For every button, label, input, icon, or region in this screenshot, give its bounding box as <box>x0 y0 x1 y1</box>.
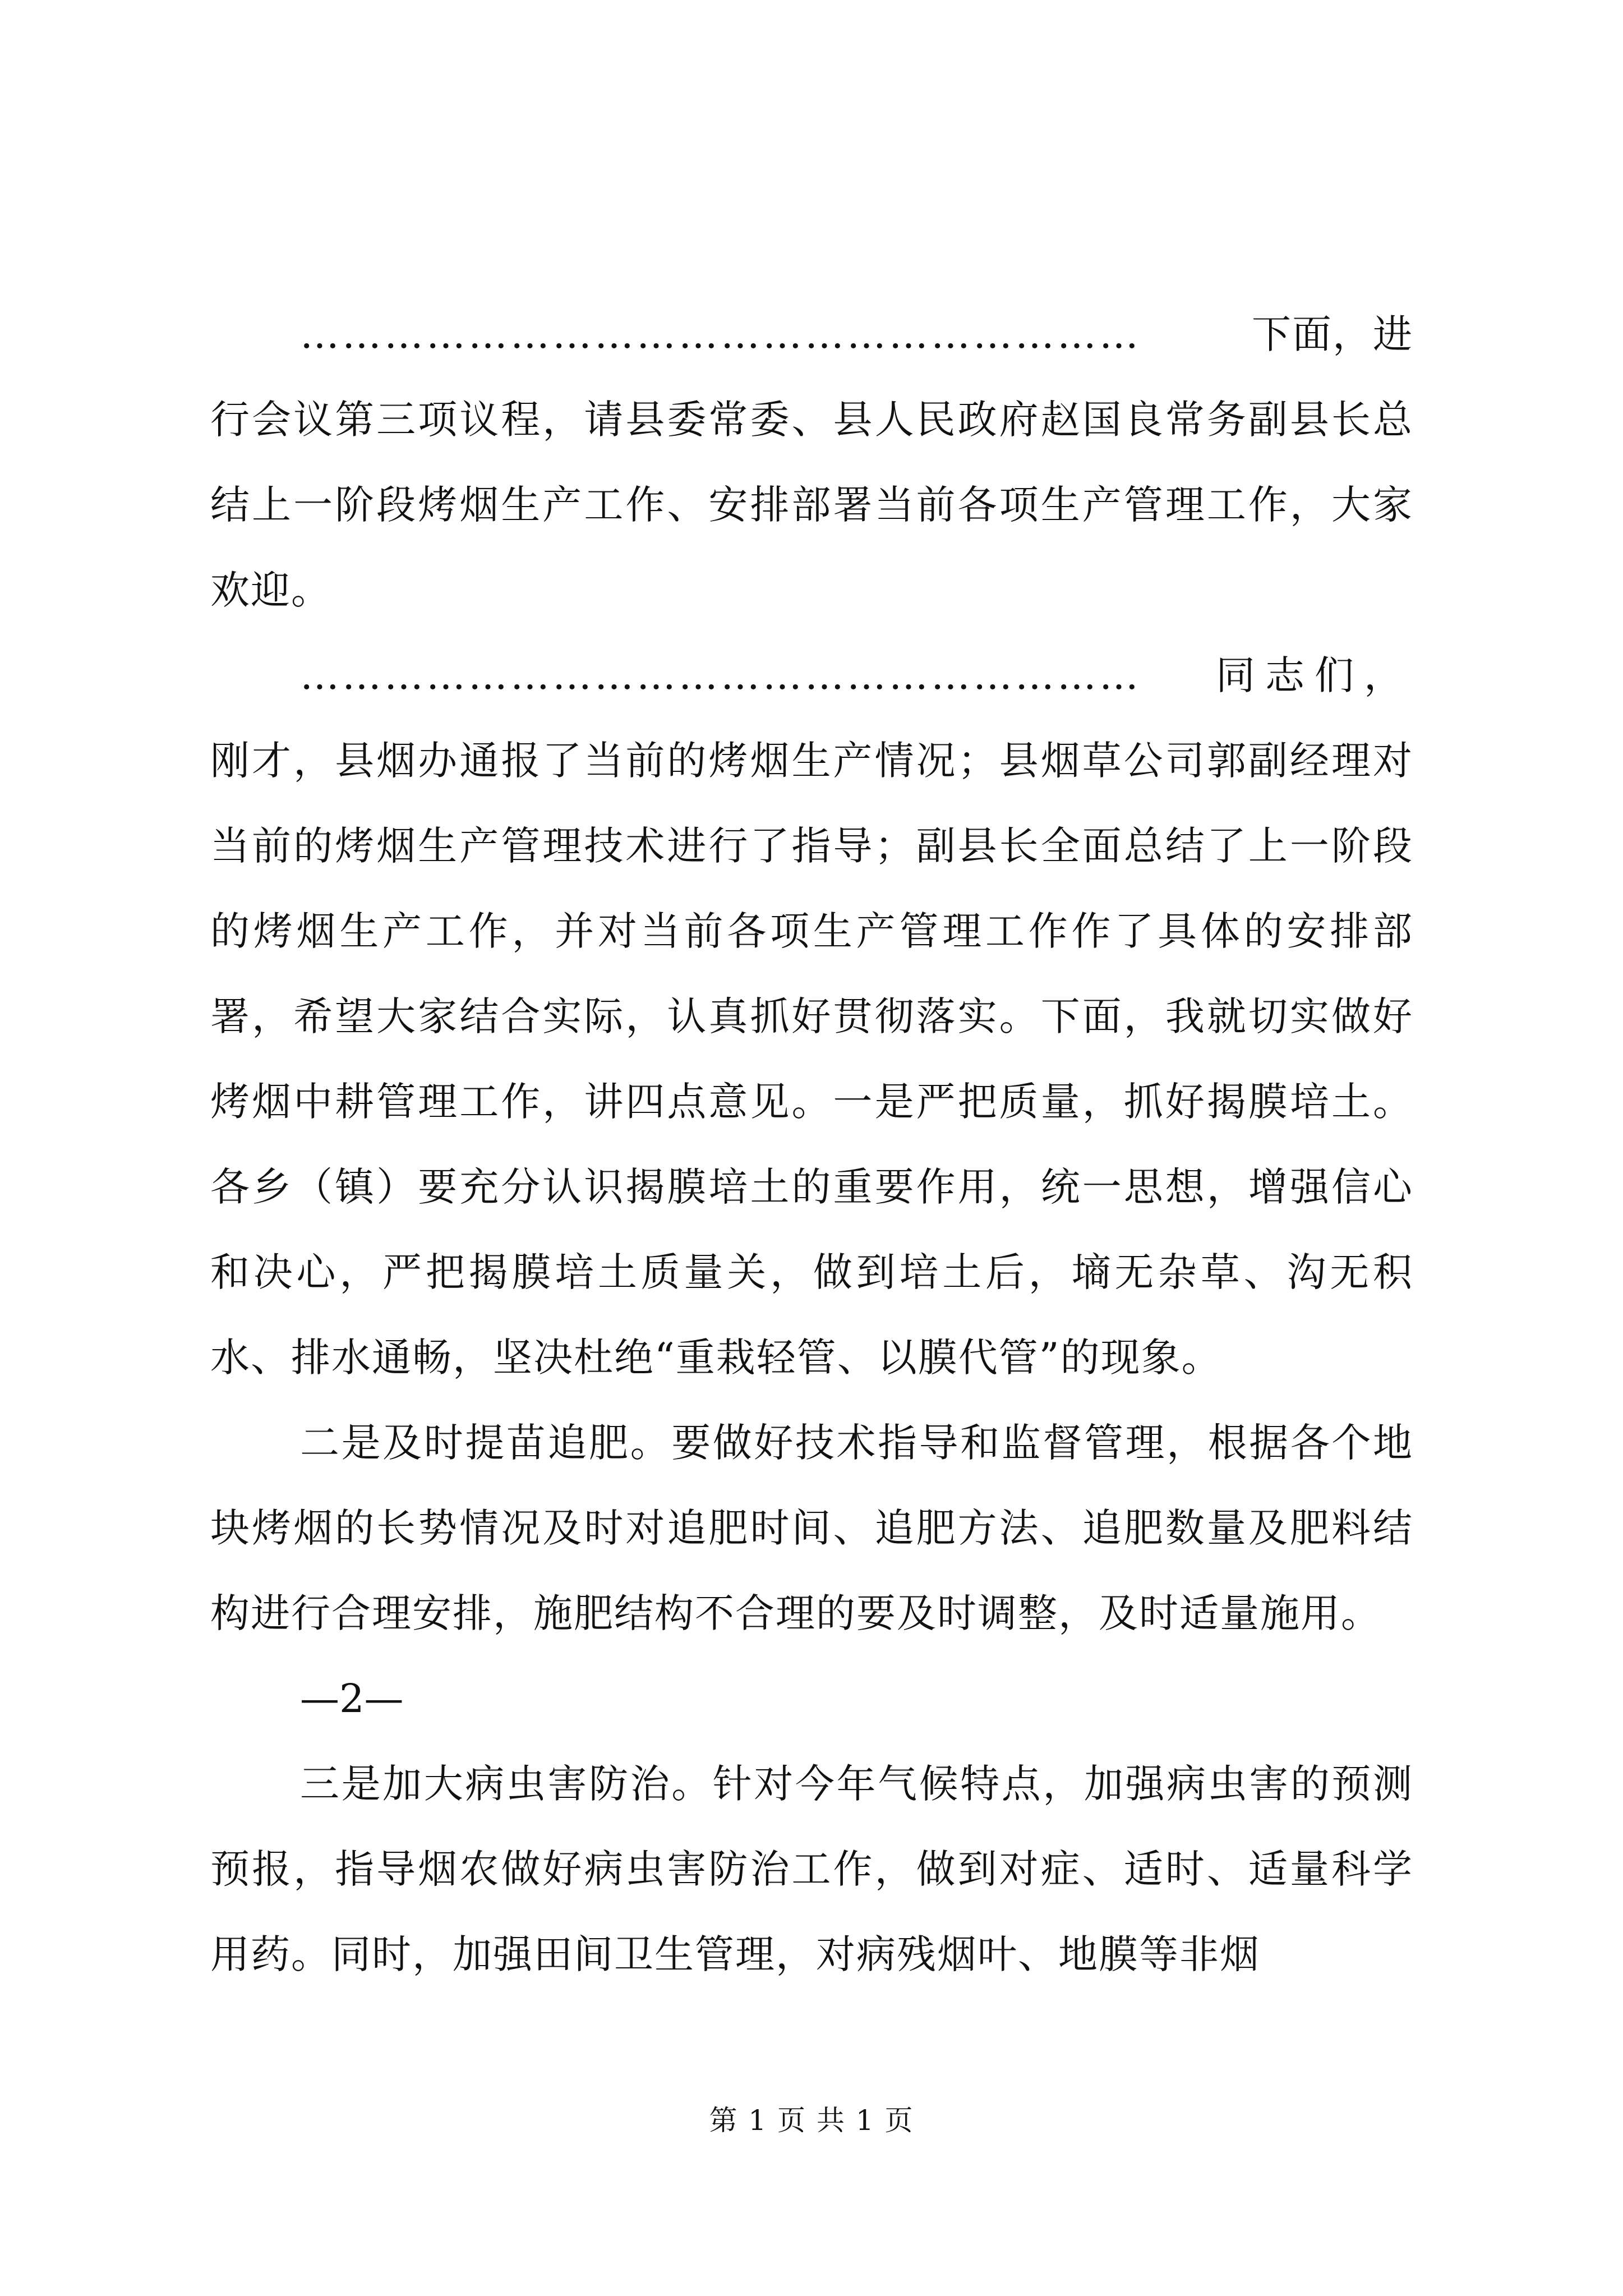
leader-text: 同志们， <box>1216 652 1413 698</box>
paragraph-agenda: 行会议第三项议程，请县委常委、县人民政府赵国良常务副县长总结上一阶段烤烟生产工作、安排部署当前各项生产管理工作，大家欢迎。 <box>210 397 1413 613</box>
leader-text: 下面，进 <box>1252 311 1413 357</box>
leader-dots: …………………………………………………… <box>300 311 1141 357</box>
paragraph-pest-control: 三是加大病虫害防治。针对今年气候特点，加强病虫害的预测预报，指导烟农做好病虫害防治工作，做到对症、适时、适量科学用药。同时，加强田间卫生管理，对病残烟叶、地膜等非烟 <box>210 1761 1413 1977</box>
inline-page-number: —2— <box>300 1676 404 1722</box>
leader-line-1 <box>210 292 1413 377</box>
leader-line-2 <box>210 633 1413 718</box>
leader-dots: …………………………………………………… <box>300 652 1141 698</box>
paragraph-comrades: 刚才，县烟办通报了当前的烤烟生产情况；县烟草公司郭副经理对当前的烤烟生产管理技术进行了指导；副县长全面总结了上一阶段的烤烟生产工作，并对当前各项生产管理工作作了具体的安排部署，希望大家结合实际，认真抓好贯彻落实。下面，我就切实做好烤烟中耕管理工作，讲四点意见。一是严把质量，抓好揭膜培土。各乡（镇）要充分认识揭膜培土的重要作用，统一思想，增强信心和决心，严把揭膜培土质量关，做到培土后，墒无杂草、沟无积水、排水通畅，坚决杜绝“重栽轻管、以膜代管”的现象。 <box>210 738 1413 1381</box>
paragraph-fertilizer: 二是及时提苗追肥。要做好技术指导和监督管理，根据各个地块烤烟的长势情况及时对追肥时间、追肥方法、追肥数量及肥料结构进行合理安排，施肥结构不合理的要及时调整，及时适量施用。 <box>210 1420 1413 1636</box>
page-footer: 第 1 页 共 1 页 <box>709 2104 914 2137</box>
document-body <box>210 292 1413 1997</box>
